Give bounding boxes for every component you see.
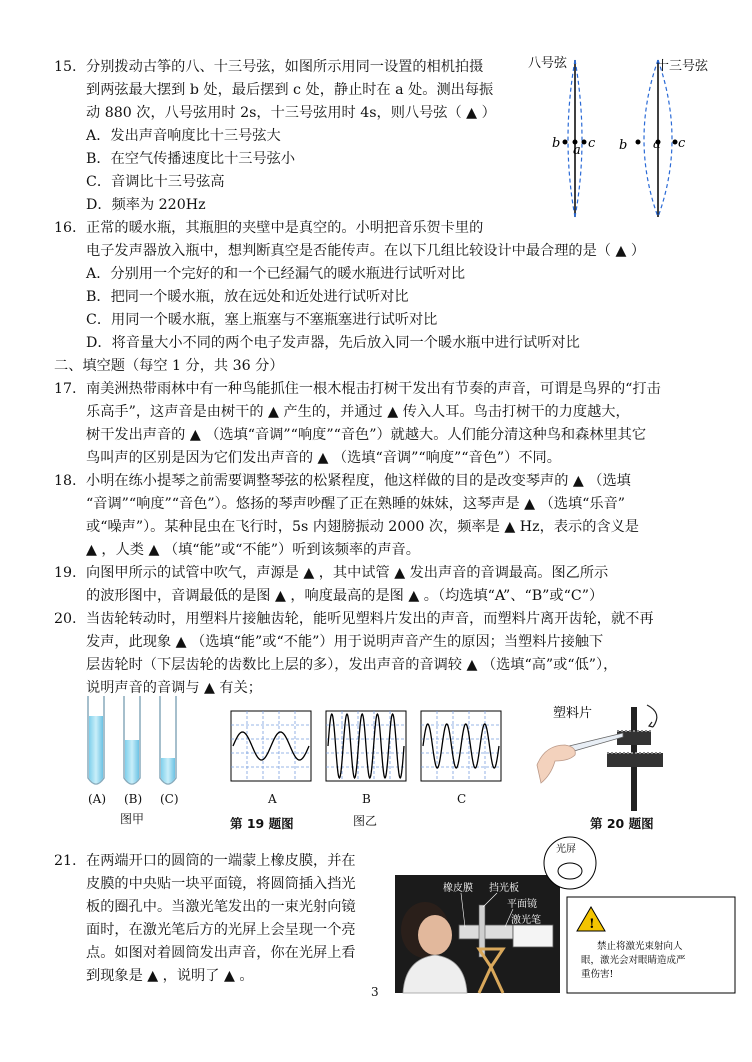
screen-label: 光屏	[556, 844, 576, 855]
wave-b-label: B	[362, 792, 371, 806]
point-a-13: a	[653, 137, 661, 152]
wave-a-label: A	[268, 792, 277, 806]
wave-c-label: C	[457, 792, 467, 806]
string-8-left-swing	[568, 60, 575, 217]
waveform-b	[326, 711, 406, 781]
laser-experiment-figure	[395, 835, 740, 995]
mirror-label: 平面镜	[507, 899, 537, 910]
point-b-13: b	[619, 138, 628, 153]
lower-gear	[607, 753, 663, 767]
tube-a	[88, 696, 104, 784]
cylinder	[459, 925, 513, 939]
q20-line-2: 发声，此现象 ▲ （选填“能”或“不能”）用于说明声音产生的原因；当塑料片接触下	[86, 634, 604, 650]
q15-number: 15.	[54, 59, 77, 75]
q15-option-b: B．在空气传播速度比十三号弦小	[86, 151, 296, 167]
laser-label: 激光笔	[511, 915, 541, 926]
q15-option-a: A．发出声音响度比十三号弦大	[86, 128, 281, 144]
q18-line-1: 小明在练小提琴之前需要调整琴弦的松紧程度，他这样做的目的是改变琴声的 ▲ （选填	[86, 473, 631, 489]
warning-box	[567, 897, 735, 993]
q15-option-c: C．音调比十三号弦高	[86, 174, 225, 190]
q21-line-2: 皮膜的中央贴一块平面镜，将圆筒插入挡光	[86, 876, 356, 892]
q17-line-4: 鸟叫声的区别是因为它们发出声音的 ▲ （选填“音调”“响度”“音色”）不同。	[86, 450, 561, 466]
q16-line-1: 正常的暖水瓶，其瓶胆的夹壁中是真空的。小明把音乐贺卡里的	[86, 220, 484, 236]
string-8-right-swing	[575, 60, 582, 217]
q20-number: 20.	[54, 611, 77, 627]
q16-option-a: A．分别用一个完好的和一个已经漏气的暖水瓶进行试听对比	[86, 266, 466, 282]
waveform-c	[421, 711, 501, 781]
light-screen-callout	[544, 837, 596, 889]
tube-b-label: (B)	[124, 792, 143, 806]
q21-line-6: 到现象是 ▲ ，说明了 ▲ 。	[86, 968, 254, 984]
hand	[537, 745, 575, 783]
q18-line-3: 或“噪声”）。某种昆虫在飞行时，5s 内翅膀振动 2000 次，频率是 ▲ Hz，表示的含义是	[86, 519, 639, 535]
q17-number: 17.	[54, 381, 77, 397]
q17-line-3: 树干发出声音的 ▲ （选填“音调”“响度”“音色”）就越大。人们能分清这种鸟和森林里其它	[86, 427, 647, 443]
q18-line-2: “音调”“响度”“音色”）。悠扬的琴声吵醒了正在熟睡的妹妹，这琴声是 ▲ （选填“乐音”	[86, 496, 626, 512]
q21-line-3: 板的圈孔中。当激光笔发出的一束光射向镜	[86, 899, 356, 915]
svg-text:!: !	[589, 917, 595, 932]
q21-number: 21.	[54, 853, 77, 869]
q15-line-2: 到两弦最大摆到 b 处，最后摆到 c 处，静止时在 a 处。测出每振	[86, 82, 494, 98]
q15-option-d: D．频率为 220Hz	[86, 197, 206, 213]
q18-line-4: ▲ ，人类 ▲ （填“能”或“不能”）听到该频率的声音。	[86, 542, 420, 558]
q15-line-1: 分别拨动古筝的八、十三号弦，如图所示用同一设置的相机拍摄	[86, 59, 484, 75]
warning-line-1: 禁止将激光束射向人	[597, 941, 683, 952]
q16-option-c: C．用同一个暖水瓶，塞上瓶塞与不塞瓶塞进行试听对比	[86, 312, 438, 328]
membrane-label: 橡皮膜	[443, 883, 473, 894]
point-c-8: c	[588, 136, 596, 151]
q18-number: 18.	[54, 473, 77, 489]
fig19-caption: 第 19 题图	[230, 816, 294, 831]
plastic-label: 塑料片	[553, 706, 593, 721]
q15-line-3: 动 880 次，八号弦用时 2s，十三号弦用时 4s，则八号弦（ ▲ ）	[86, 105, 496, 121]
q16-option-d: D．将音量大小不同的两个电子发声器，先后放入同一个暖水瓶中进行试听对比	[86, 335, 580, 351]
point-b-8: b	[552, 136, 561, 151]
fig-jia-label: 图甲	[120, 812, 145, 826]
q16-option-b: B．把同一个暖水瓶，放在远处和近处进行试听对比	[86, 289, 409, 305]
point-a-8: a	[573, 143, 581, 158]
page-number: 3	[371, 985, 379, 999]
q21-line-5: 点。如图对着圆筒发出声音，你在光屏上看	[86, 945, 356, 961]
fig20-caption: 第 20 题图	[590, 816, 654, 831]
tube-b	[124, 696, 140, 784]
q21-line-1: 在两端开口的圆筒的一端蒙上橡皮膜，并在	[86, 853, 356, 869]
q16-line-2: 电子发声器放入瓶中，想判断真空是否能传声。在以下几组比较设计中最合理的是（ ▲ ）	[86, 243, 646, 259]
q21-line-4: 面时，在激光笔后方的光屏上会呈现一个亮	[86, 922, 356, 938]
waveform-a	[231, 711, 311, 781]
gear-figure	[535, 695, 715, 813]
q20-line-4: 说明声音的音调与 ▲ 有关；	[86, 680, 262, 696]
q20-line-3: 层齿轮时（下层齿轮的齿数比上层的多），发出声音的音调较 ▲ （选填“高”或“低”），	[86, 657, 618, 673]
tube-c	[160, 696, 176, 784]
fig-yi-label: 图乙	[353, 814, 378, 828]
point-c-13: c	[678, 136, 686, 151]
q19-line-2: 的波形图中，音调最低的是图 ▲ ，响度最高的是图 ▲ 。（均选填“A”、“B”或“C”）	[86, 588, 604, 604]
q19-number: 19.	[54, 565, 77, 581]
q16-number: 16.	[54, 220, 77, 236]
tube-c-label: (C)	[160, 792, 179, 806]
section-heading: 二、填空题（每空 1 分，共 36 分）	[54, 358, 284, 374]
waveforms-figure	[230, 710, 520, 784]
q19-line-1: 向图甲所示的试管中吹气，声源是 ▲ ，其中试管 ▲ 发出声音的音调最高。图乙所示	[86, 565, 609, 581]
warning-line-3: 重伤害!	[581, 969, 614, 980]
q17-line-2: 乐高手”，这声音是由树干的 ▲ 产生的，并通过 ▲ 传入人耳。鸟击打树干的力度越大，	[86, 404, 630, 420]
shield-label: 挡光板	[489, 883, 519, 894]
q15-strings-figure	[528, 52, 728, 222]
q17-line-1: 南美洲热带雨林中有一种鸟能抓住一根木棍击打树干发出有节奏的声音，可谓是鸟界的“打击	[86, 381, 661, 397]
string-8-label: 八号弦	[528, 56, 568, 71]
warning-line-2: 眼，激光会对眼睛造成严	[581, 955, 686, 966]
string-13-label: 十三号弦	[656, 59, 709, 74]
q20-line-1: 当齿轮转动时，用塑料片接触齿轮，能听见塑料片发出的声音，而塑料片离开齿轮，就不再	[86, 611, 654, 627]
tube-a-label: (A)	[88, 792, 107, 806]
laser-pointer	[513, 925, 553, 947]
